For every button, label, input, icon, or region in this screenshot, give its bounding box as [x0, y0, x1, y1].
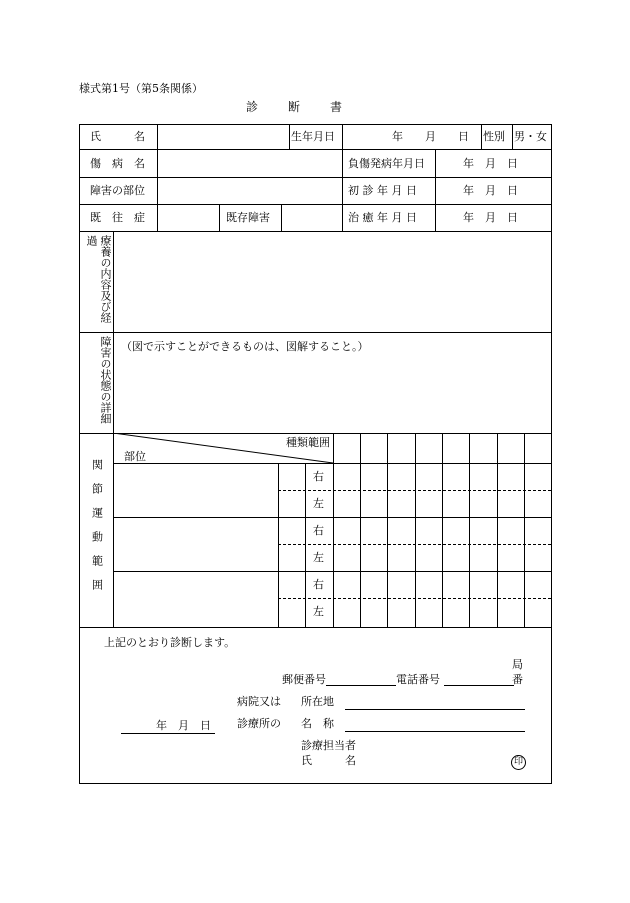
left-label-1: 左 [313, 497, 324, 510]
right-label-2: 右 [313, 524, 324, 537]
postal-label: 郵便番号 [282, 673, 326, 686]
facility-name-field[interactable] [345, 731, 525, 732]
disability-part-field[interactable] [158, 178, 341, 203]
birth-label: 生年月日 [291, 130, 335, 143]
first-visit-label: 初 診 年 月 日 [348, 184, 417, 197]
doctor-label-2: 氏 名 [301, 754, 356, 767]
name-field[interactable] [158, 126, 288, 148]
treatment-section-label: 療養の内容及び経過 [85, 235, 112, 323]
doctor-label-1: 診療担当者 [301, 739, 356, 752]
birth-date: 年 月 日 [392, 130, 469, 143]
hospital-label-1: 病院又は [237, 695, 281, 708]
disability-part-label: 障害の部位 [90, 184, 145, 197]
name-label: 氏 名 [90, 130, 145, 143]
existing-disability-field[interactable] [282, 205, 341, 230]
address-label: 所在地 [301, 695, 334, 708]
statement: 上記のとおり診断します。 [104, 636, 236, 649]
type-range-label: 種類範囲 [286, 436, 330, 449]
detail-note: （図で示すことができるものは、図解すること。） [121, 340, 369, 353]
kyoku-label: 局 [512, 658, 523, 671]
form-number: 様式第1号（第5条関係） [79, 82, 203, 95]
rom-label-box [80, 434, 113, 627]
phone-label: 電話番号 [396, 673, 440, 686]
sign-date: 年 月 日 [156, 719, 211, 732]
sex-label: 性別 [483, 130, 505, 143]
onset-date: 年 月 日 [463, 157, 518, 170]
rom-section-label: 関節運動範囲 [90, 458, 104, 603]
phone-field[interactable] [444, 685, 514, 686]
cure-date-label: 治 癒 年 月 日 [348, 211, 417, 224]
detail-field[interactable] [114, 355, 551, 432]
cure-date: 年 月 日 [463, 211, 518, 224]
sex-value[interactable]: 男・女 [514, 130, 547, 143]
history-field[interactable] [158, 205, 218, 230]
part-label: 部位 [124, 450, 146, 463]
sign-date-line[interactable] [121, 733, 215, 734]
existing-disability-label: 既存障害 [226, 211, 270, 224]
detail-section-label: 障害の状態の詳細 [99, 336, 112, 424]
ban-label: 番 [512, 673, 523, 686]
treatment-field[interactable] [114, 232, 551, 332]
page-title: 診 断 書 [246, 100, 345, 114]
right-label-3: 右 [313, 578, 324, 591]
left-label-3: 左 [313, 605, 324, 618]
seal-icon: 印 [511, 755, 526, 770]
history-label: 既 往 症 [90, 211, 145, 224]
injury-label: 傷 病 名 [90, 157, 145, 170]
injury-field[interactable] [158, 150, 341, 176]
postal-field[interactable] [326, 685, 396, 686]
left-label-2: 左 [313, 551, 324, 564]
address-field[interactable] [345, 709, 525, 710]
first-visit-date: 年 月 日 [463, 184, 518, 197]
right-label-1: 右 [313, 470, 324, 483]
diagnosis-form [79, 124, 552, 784]
facility-name-label: 名 称 [301, 717, 334, 730]
hospital-label-2: 診療所の [237, 717, 281, 730]
onset-date-label: 負傷発病年月日 [348, 157, 425, 170]
